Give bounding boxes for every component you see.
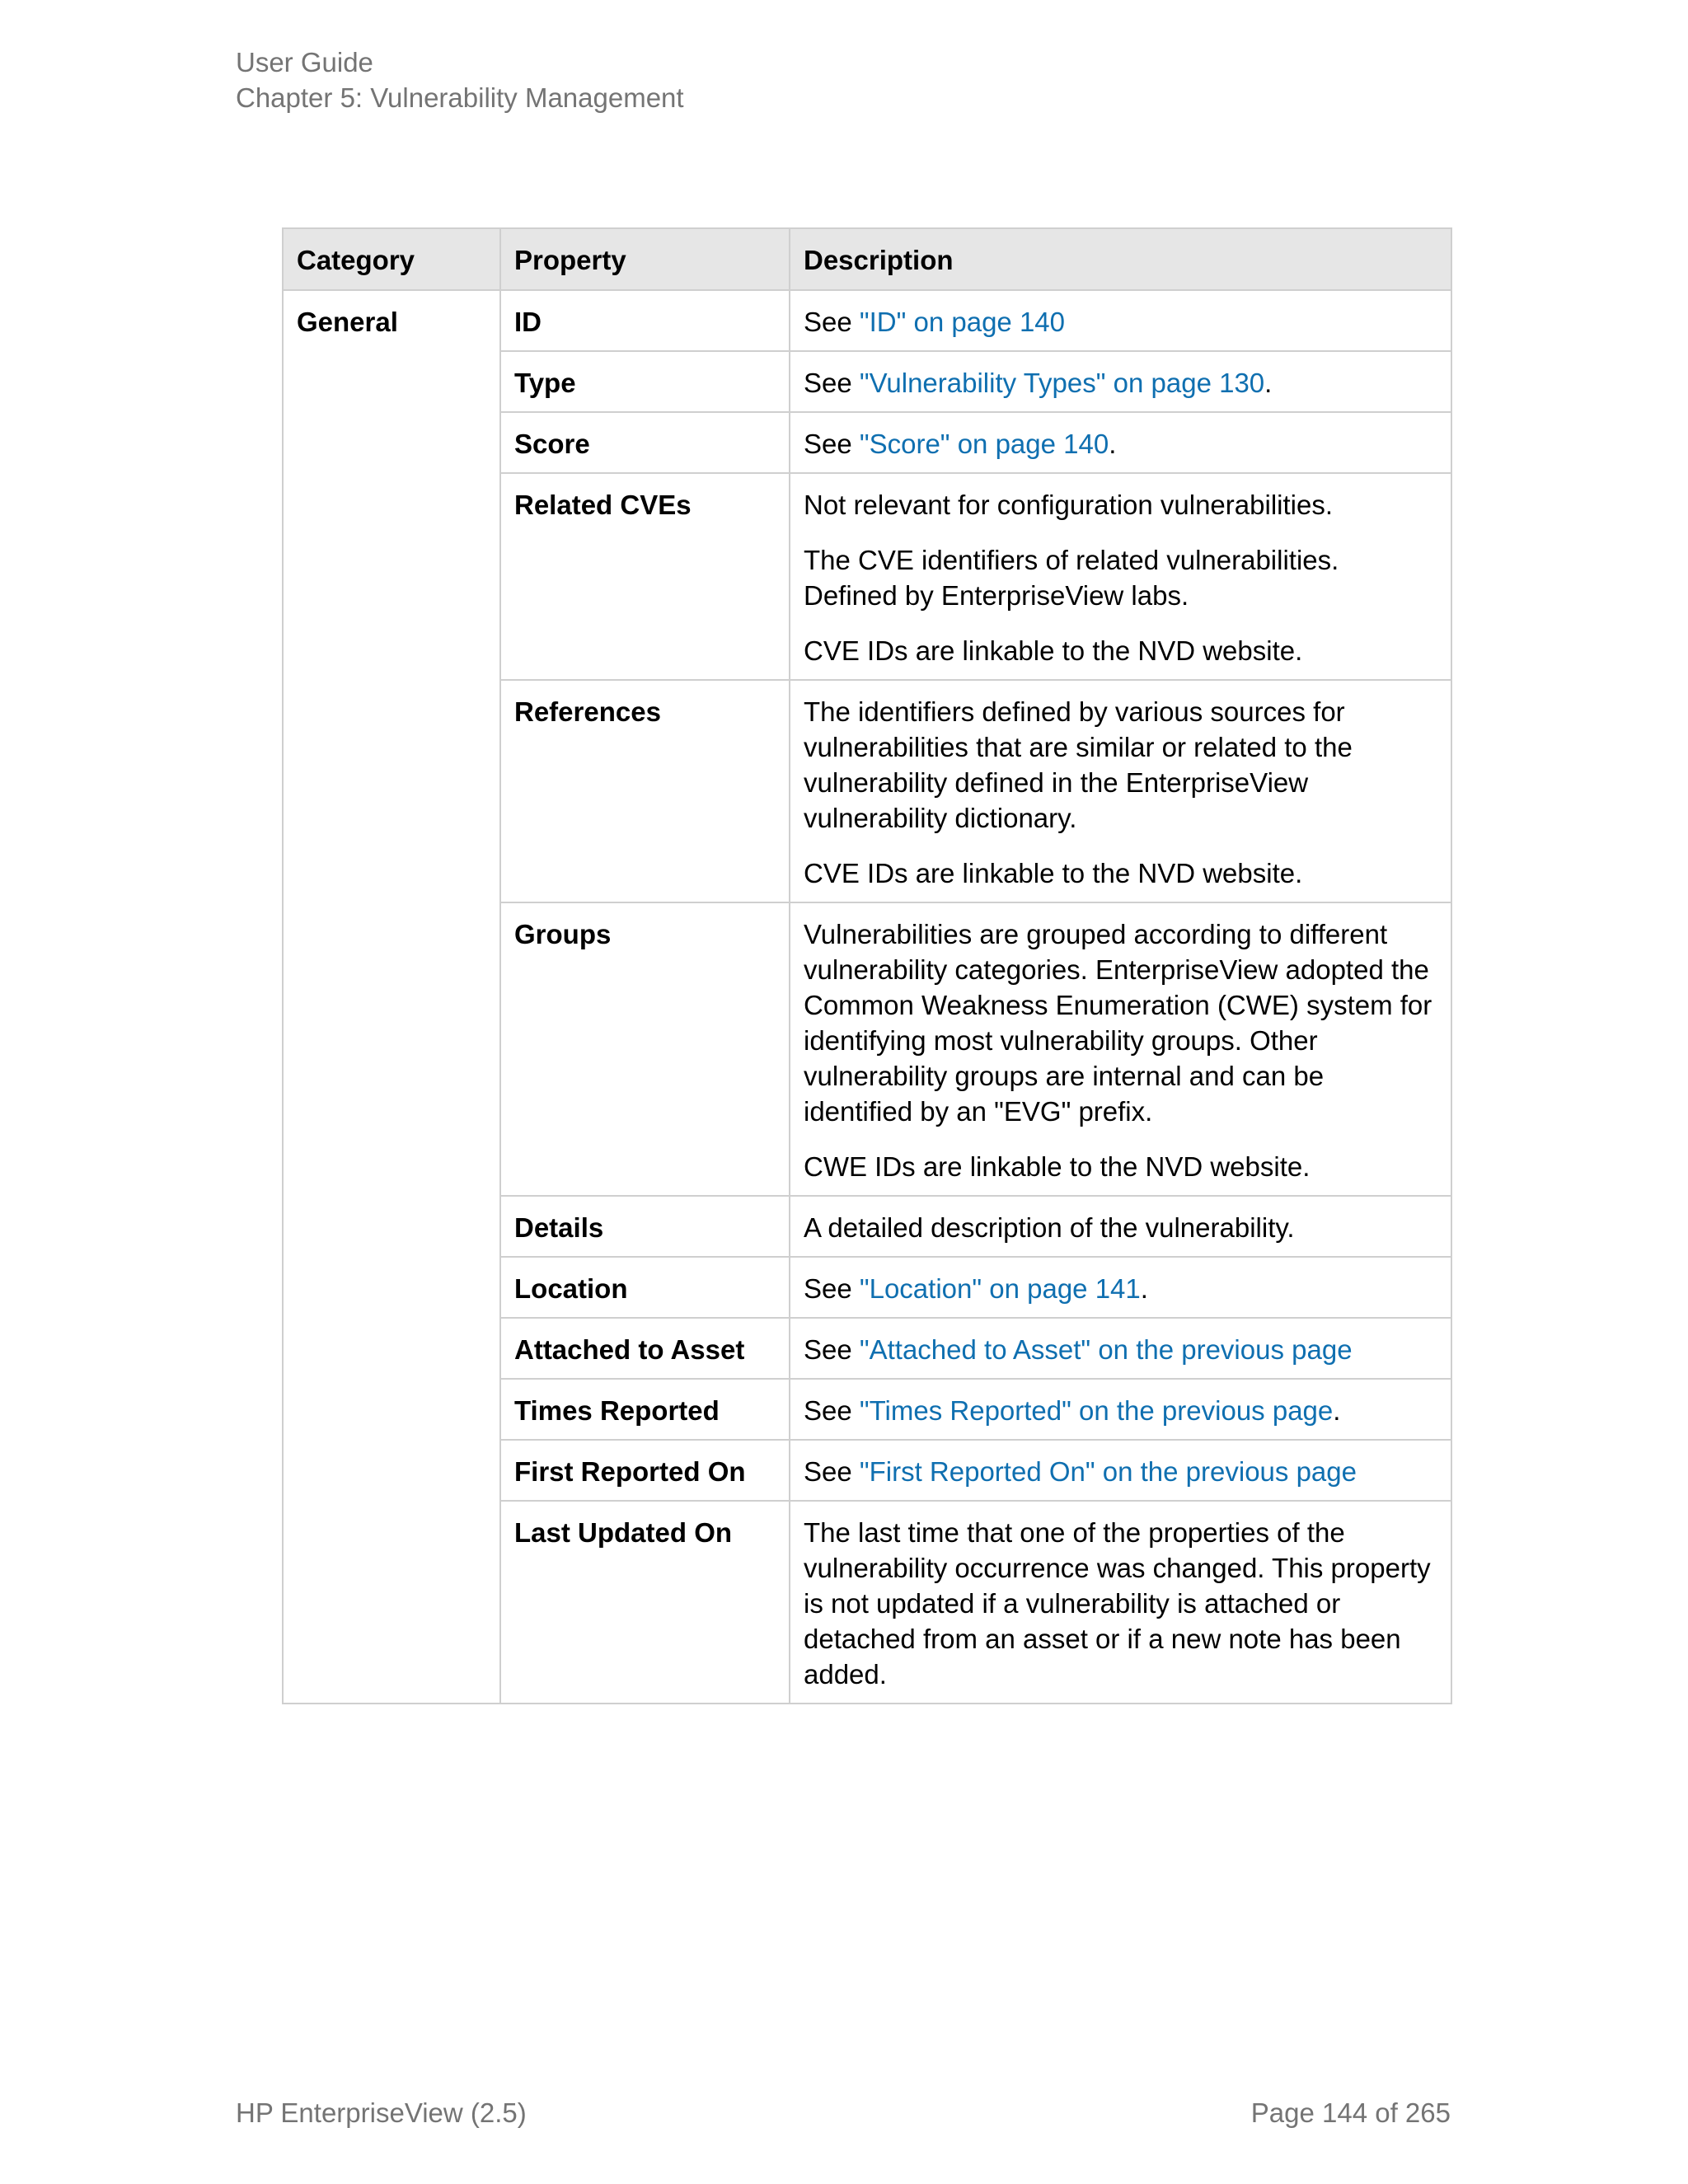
category-cell: General: [283, 290, 500, 1704]
description-paragraph: The last time that one of the properties of the vulnerability occurrence was changed. This property is not updated if a vulnerability is attached or detached from an asset or if a new note has been added.: [804, 1517, 1431, 1690]
description-prefix: See: [804, 368, 860, 398]
property-cell: Related CVEs: [500, 473, 790, 680]
description-paragraph: A detailed description of the vulnerability.: [804, 1212, 1295, 1243]
cross-reference-link[interactable]: "ID" on page 140: [859, 307, 1066, 337]
property-cell: ID: [500, 290, 790, 351]
description-prefix: See: [804, 1273, 860, 1304]
cross-reference-link[interactable]: "Location" on page 141: [859, 1273, 1141, 1304]
footer-page-number: Page 144 of 265: [1250, 2097, 1451, 2128]
property-cell: Type: [500, 351, 790, 412]
description-paragraph: Not relevant for configuration vulnerabilities.: [804, 490, 1334, 520]
description-suffix: .: [1140, 1273, 1148, 1304]
description-suffix: .: [1264, 368, 1273, 398]
property-cell: Groups: [500, 902, 790, 1196]
description-cell: [790, 290, 1451, 351]
cross-reference-link[interactable]: "Vulnerability Types" on page 130: [859, 368, 1265, 398]
property-cell: Details: [500, 1196, 790, 1257]
description-prefix: See: [804, 307, 860, 337]
cross-reference-link[interactable]: "Attached to Asset" on the previous page: [859, 1334, 1353, 1365]
description-cell: [790, 1379, 1451, 1440]
running-header: [236, 45, 684, 115]
description-prefix: See: [804, 429, 860, 459]
cross-reference-link[interactable]: "First Reported On" on the previous page: [859, 1456, 1357, 1487]
description-prefix: See: [804, 1395, 860, 1426]
description-paragraph: Vulnerabilities are grouped according to different vulnerability categories. EnterpriseView adopted the Common Weakness Enumeration (CWE) system for identifying most vulnerability groups. Other vulnerability groups are internal and can be identified by an "EVG" prefix.: [804, 919, 1432, 1127]
table-header-row: [283, 228, 1451, 290]
column-header-property: Property: [500, 228, 790, 290]
description-prefix: See: [804, 1334, 860, 1365]
description-cell: [790, 1196, 1451, 1257]
description-paragraph: The identifiers defined by various sources for vulnerabilities that are similar or related to the vulnerability defined in the EnterpriseView vulnerability dictionary.: [804, 696, 1353, 833]
column-header-category: Category: [283, 228, 500, 290]
description-paragraph: CVE IDs are linkable to the NVD website.: [804, 858, 1303, 888]
description-cell: [790, 351, 1451, 412]
description-cell: [790, 412, 1451, 473]
description-cell: [790, 680, 1451, 902]
cross-reference-link[interactable]: "Times Reported" on the previous page: [859, 1395, 1334, 1426]
property-cell: Times Reported: [500, 1379, 790, 1440]
description-cell: [790, 1318, 1451, 1379]
cross-reference-link[interactable]: "Score" on page 140: [859, 429, 1109, 459]
chapter-title: Chapter 5: Vulnerability Management: [236, 82, 684, 113]
description-prefix: See: [804, 1456, 860, 1487]
property-cell: First Reported On: [500, 1440, 790, 1501]
column-header-description: Description: [790, 228, 1451, 290]
description-cell: [790, 1257, 1451, 1318]
description-suffix: .: [1109, 429, 1117, 459]
property-cell: Score: [500, 412, 790, 473]
footer-product: HP EnterpriseView (2.5): [236, 2097, 527, 2128]
description-cell: [790, 1501, 1451, 1704]
description-suffix: .: [1333, 1395, 1341, 1426]
properties-table: [282, 227, 1452, 1704]
description-cell: [790, 1440, 1451, 1501]
property-cell: Location: [500, 1257, 790, 1318]
table-row: [283, 290, 1451, 351]
property-cell: Last Updated On: [500, 1501, 790, 1704]
property-cell: Attached to Asset: [500, 1318, 790, 1379]
property-cell: References: [500, 680, 790, 902]
description-paragraph: CVE IDs are linkable to the NVD website.: [804, 635, 1303, 666]
description-cell: [790, 473, 1451, 680]
description-paragraph: The CVE identifiers of related vulnerabilities. Defined by EnterpriseView labs.: [804, 545, 1339, 611]
description-cell: [790, 902, 1451, 1196]
description-paragraph: CWE IDs are linkable to the NVD website.: [804, 1151, 1311, 1182]
doc-title: User Guide: [236, 47, 373, 77]
